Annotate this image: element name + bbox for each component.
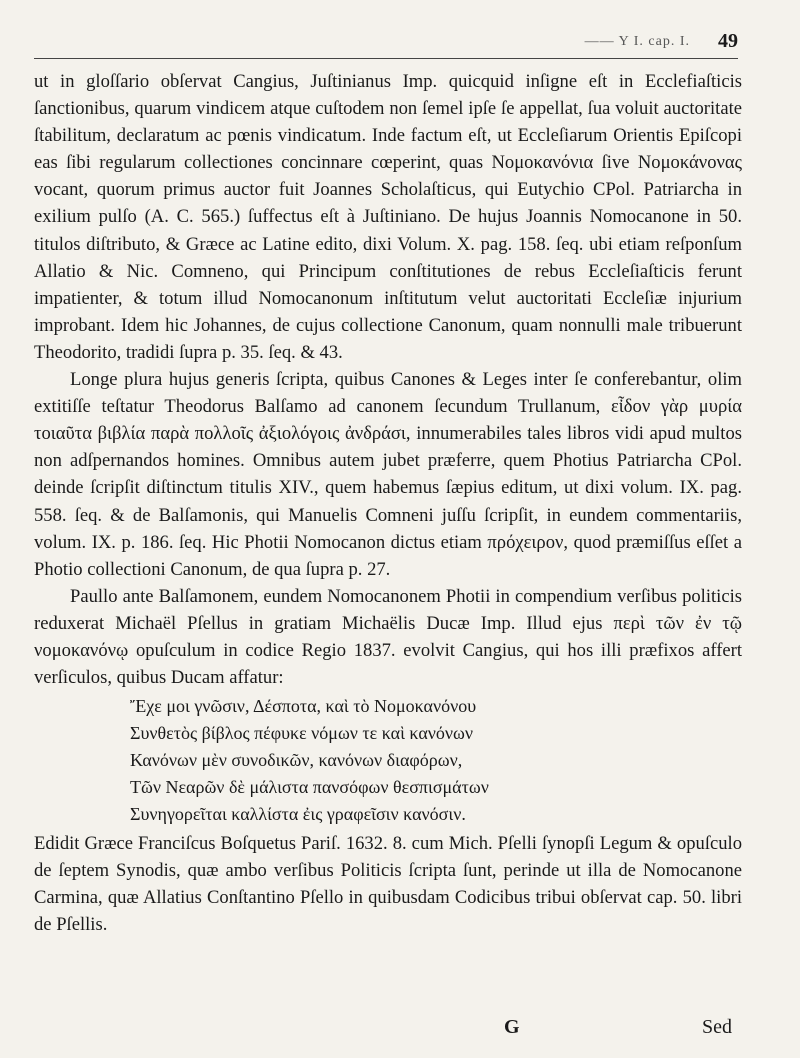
page-number: 49 — [718, 30, 738, 52]
paragraph-1: ut in gloſſario obſervat Cangius, Juſtinianus Imp. quicquid inſigne eſt in Ecclefiaſticis ſanctionibus, quarum vindicem atque cuſtodem non ſemel ipſe ſe appellat, ſua voluit auctoritate ſtabilitum, declaratum ac pœnis vindicatum. Inde factum eſt, ut Eccleſiarum Orientis Epiſcopi eas ſibi regularum collectiones concinnare cœperint, quas Νομοκανόνια ſive Νομοκάνονας vocant, quorum primus auctor fuit Joannes Scholaſticus, qui Eutychio CPol. Patriarcha in exilium pulſo (A. C. 565.) ſuffectus eſt à Juſtiniano. De hujus Joannis Nomocanone in 50. titulos diſtributo, & Græce ac Latine edito, dixi Volum. X. pag. 158. ſeq. ubi etiam reſponſum Allatio & Nic. Comneno, qui Principum conſtitutiones de rebus Eccleſiaſticis ferunt impatienter, & totum illud Nomocanonum inſtitutum velut auctoritati Eccleſiæ injurium improbant. Idem hic Johannes, de cujus collectione Canonum, quam nonnulli male tribuerunt Theodorito, tradidi ſupra p. 35. ſeq. & 43. — [34, 71, 742, 363]
catchword: Sed — [702, 1016, 732, 1038]
paragraph-3: Paullo ante Balſamonem, eundem Nomocanonem Photii in compendium verſibus politicis reduxerat Michaël Pſellus in gratiam Michaëlis Ducæ Imp. Illud ejus περὶ τῶν ἐν τῷ νομοκανόνῳ opuſculum in codice Regio 1837. evolvit Cangius, qui hos illi præfixos affert verſiculos, quibus Ducam affatur: — [34, 585, 742, 689]
verse-line: Κανόνων μὲν συνοδικῶν, κανόνων διαφόρων, — [130, 750, 463, 771]
verse-line: Συνθετὸς βίβλος πέφυκε νόμων τε καὶ κανόνων — [130, 723, 474, 744]
page-body — [34, 68, 742, 939]
signature-mark: G — [504, 1016, 520, 1038]
greek-verse — [130, 693, 742, 828]
verse-line: Τῶν Νεαρῶν δὲ μάλιστα πανσόφων θεσπισμάτων — [130, 777, 489, 798]
running-head: —— Y I. cap. I. — [584, 34, 690, 49]
paragraph-2: Longe plura hujus generis ſcripta, quibus Canones & Leges inter ſe conferebantur, olim extitiſſe teſtatur Theodorus Balſamo ad canonem ſecundum Trullanum, εἶδον γὰρ μυρία τοιαῦτα βιβλία παρὰ πολλοῖς ἀξιολόγοις ἀνδράσι, innumerabiles tales libros vidi apud multos non adſpernandos homines. Omnibus autem jubet præferre, quem Photius Patriarcha CPol. deinde ſcripſit diſtinctum titulis XIV., quem habemus ſæpius editum, ut dixi volum. IX. pag. 558. ſeq. & de Balſamonis, qui Manuelis Comneni juſſu ſcripſit, in eundem commentariis, volum. IX. p. 186. ſeq. Hic Photii Nomocanon dictus etiam πρόχειρον, quod præmiſſus eſſet a Photio collectioni Canonum, de qua ſupra p. 27. — [34, 369, 742, 580]
closing-paragraph: Edidit Græce Franciſcus Boſquetus Pariſ. 1632. 8. cum Mich. Pſelli ſynopſi Legum & opuſculo de ſeptem Synodis, quæ ambo verſibus Politicis ſcripta ſunt, perinde ut illa de Nomocanone Carmina, quæ Allatius Conſtantino Pſello in quibusdam Codicibus tribui obſervat cap. 50. libri de Pſellis. — [34, 833, 742, 936]
verse-line: Ἔχε μοι γνῶσιν, Δέσποτα, καὶ τὸ Νομοκανόνου — [130, 696, 477, 717]
verse-line: Συνηγορεῖται καλλίστα ἐις γραφεῖσιν κανόσιν. — [130, 804, 466, 825]
header-rule — [34, 58, 738, 59]
